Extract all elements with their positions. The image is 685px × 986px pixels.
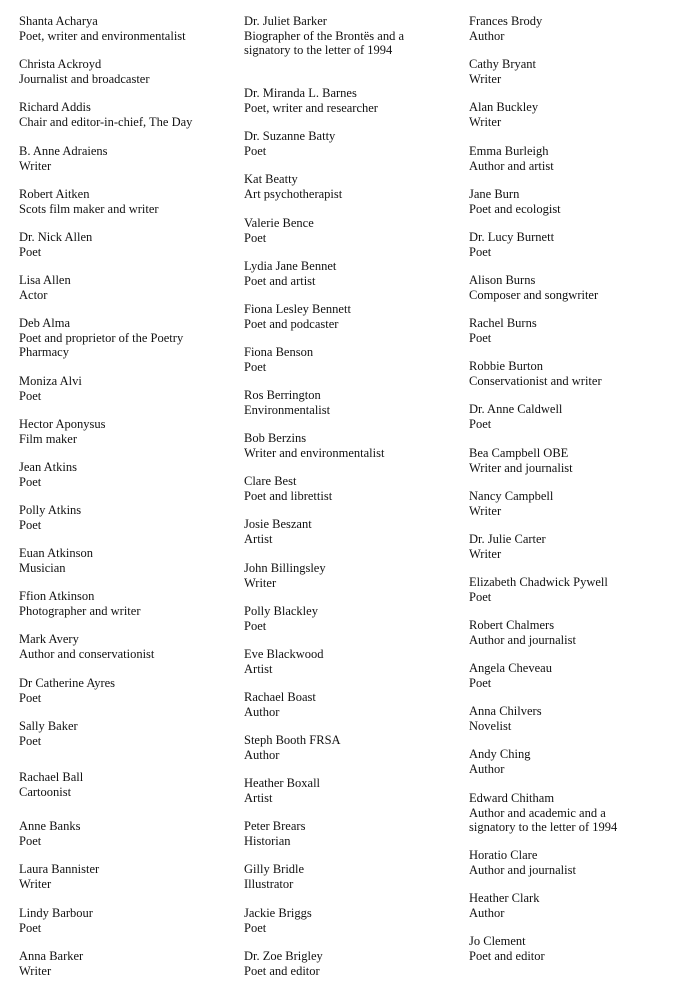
signatory-entry	[469, 402, 679, 431]
signatory-entry	[469, 100, 679, 129]
signatory-entry	[19, 676, 234, 705]
signatory-role: Writer	[19, 876, 52, 891]
signatory-entry	[19, 589, 234, 618]
signatory-entry	[244, 216, 459, 245]
signatory-name: Nancy Campbell	[469, 489, 554, 503]
signatory-entry	[469, 316, 679, 345]
signatory-name: Dr. Suzanne Batty	[244, 129, 336, 143]
signatory-role: Writer	[19, 963, 52, 978]
signatory-role: Poet	[19, 920, 42, 935]
signatory-entry	[244, 259, 459, 288]
signatory-name: Gilly Bridle	[244, 862, 305, 876]
signatory-role: Novelist	[469, 718, 512, 733]
signatory-entry	[19, 906, 234, 935]
signatory-name: Peter Brears	[244, 819, 306, 833]
signatory-entry	[244, 517, 459, 546]
signatory-name: Dr. Miranda L. Barnes	[244, 86, 357, 100]
signatory-role: Author and academic and a signatory to the letter of 1994	[469, 805, 618, 834]
signatory-name: Jackie Briggs	[244, 906, 312, 920]
signatory-role: Poet, writer and researcher	[244, 100, 378, 115]
signatory-name: John Billingsley	[244, 561, 326, 575]
signatory-entry	[244, 733, 459, 762]
signatory-role: Poet	[19, 474, 42, 489]
signatory-entry	[244, 474, 459, 503]
signatory-entry	[469, 446, 679, 475]
signatory-entry	[469, 575, 679, 604]
signatory-name: B. Anne Adraiens	[19, 144, 108, 158]
signatory-name: Dr. Juliet Barker	[244, 14, 327, 28]
signatory-entry	[19, 770, 234, 799]
signatory-entry	[244, 819, 459, 848]
signatory-entry	[469, 273, 679, 302]
signatory-role: Poet	[244, 230, 267, 245]
signatory-entry	[19, 144, 234, 173]
signatory-role: Conservationist and writer	[469, 373, 602, 388]
signatory-entry	[244, 172, 459, 201]
signatory-role: Poet	[244, 920, 267, 935]
signatory-name: Dr. Zoe Brigley	[244, 949, 323, 963]
signatory-entry	[244, 431, 459, 460]
signatory-entry	[244, 690, 459, 719]
signatory-entry	[469, 14, 679, 43]
signatory-role: Poet and proprietor of the Poetry Pharmacy	[19, 330, 184, 359]
signatory-name: Jane Burn	[469, 187, 520, 201]
signatory-name: Sally Baker	[19, 719, 78, 733]
signatory-role: Musician	[19, 560, 66, 575]
signatory-name: Shanta Acharya	[19, 14, 98, 28]
signatory-role: Poet	[19, 833, 42, 848]
signatory-entry	[469, 661, 679, 690]
signatory-role: Poet	[19, 690, 42, 705]
signatory-role: Poet and editor	[244, 963, 320, 978]
signatory-entry	[19, 719, 234, 748]
signatory-name: Robert Aitken	[19, 187, 90, 201]
signatory-entry	[19, 819, 234, 848]
signatory-name: Anna Chilvers	[469, 704, 542, 718]
signatory-name: Dr. Julie Carter	[469, 532, 546, 546]
signatory-entry	[19, 417, 234, 446]
signatory-role: Writer	[469, 71, 502, 86]
signatory-entry	[469, 704, 679, 733]
signatory-name: Rachel Burns	[469, 316, 537, 330]
signatory-role: Environmentalist	[244, 402, 331, 417]
signatory-entry	[19, 100, 234, 129]
signatory-entry	[244, 14, 459, 58]
signatory-role: Illustrator	[244, 876, 294, 891]
signatory-role: Poet, writer and environmentalist	[19, 28, 186, 43]
signatory-role: Author and journalist	[469, 862, 576, 877]
signatory-role: Artist	[244, 661, 273, 676]
signatory-entry	[469, 618, 679, 647]
signatory-role: Cartoonist	[19, 784, 72, 799]
signatory-role: Poet	[19, 517, 42, 532]
signatory-entry	[19, 949, 234, 978]
signatory-role: Poet and artist	[244, 273, 316, 288]
signatory-name: Laura Bannister	[19, 862, 100, 876]
signatory-role: Artist	[244, 790, 273, 805]
signatory-role: Poet	[19, 388, 42, 403]
signatory-name: Christa Ackroyd	[19, 57, 102, 71]
signatory-name: Moniza Alvi	[19, 374, 82, 388]
signatory-entry	[469, 934, 679, 963]
signatory-entry	[244, 388, 459, 417]
signatory-role: Writer	[244, 575, 277, 590]
signatory-role: Writer and environmentalist	[244, 445, 385, 460]
signatory-name: Deb Alma	[19, 316, 71, 330]
signatory-name: Dr Catherine Ayres	[19, 676, 116, 690]
signatory-name: Clare Best	[244, 474, 297, 488]
signatory-role: Artist	[244, 531, 273, 546]
signatory-name: Bea Campbell OBE	[469, 446, 569, 460]
signatory-name: Hector Aponysus	[19, 417, 106, 431]
signatory-name: Polly Blackley	[244, 604, 318, 618]
signatory-entry	[19, 503, 234, 532]
signatory-name: Emma Burleigh	[469, 144, 549, 158]
signatory-entry	[469, 532, 679, 561]
signatory-role: Poet	[244, 359, 267, 374]
signatory-entry	[244, 776, 459, 805]
signatory-entry	[469, 489, 679, 518]
signatory-name: Anne Banks	[19, 819, 81, 833]
signatory-entry	[469, 187, 679, 216]
signatory-entry	[469, 359, 679, 388]
signatory-name: Horatio Clare	[469, 848, 538, 862]
signatory-entry	[19, 187, 234, 216]
signatory-role: Author and journalist	[469, 632, 576, 647]
signatory-name: Steph Booth FRSA	[244, 733, 341, 747]
signatory-role: Poet and editor	[469, 948, 545, 963]
signatory-role: Poet	[244, 618, 267, 633]
signatory-entry	[244, 949, 459, 978]
signatory-role: Poet	[469, 244, 492, 259]
signatory-entry	[19, 546, 234, 575]
signatory-role: Chair and editor-in-chief, The Day	[19, 114, 193, 129]
signatory-entry	[244, 345, 459, 374]
signatory-role: Writer	[469, 114, 502, 129]
signatory-entry	[19, 460, 234, 489]
signatory-entry	[19, 316, 234, 360]
signatory-name: Rachael Ball	[19, 770, 84, 784]
signatory-entry	[19, 862, 234, 891]
signatory-name: Valerie Bence	[244, 216, 314, 230]
signatory-role: Photographer and writer	[19, 603, 141, 618]
signatory-role: Poet and librettist	[244, 488, 333, 503]
signatory-name: Jean Atkins	[19, 460, 77, 474]
signatory-role: Poet	[469, 675, 492, 690]
signatory-name: Eve Blackwood	[244, 647, 324, 661]
signatory-role: Poet	[469, 416, 492, 431]
signatory-role: Writer	[469, 546, 502, 561]
signatory-name: Lindy Barbour	[19, 906, 93, 920]
signatory-entry	[19, 57, 234, 86]
signatory-name: Rachael Boast	[244, 690, 316, 704]
signatory-role: Poet	[19, 733, 42, 748]
signatory-role: Writer	[19, 158, 52, 173]
signatory-role: Composer and songwriter	[469, 287, 599, 302]
signatory-role: Author and conservationist	[19, 646, 155, 661]
signatory-name: Euan Atkinson	[19, 546, 93, 560]
signatory-entry	[469, 891, 679, 920]
signatory-entry	[244, 302, 459, 331]
signatory-entry	[244, 906, 459, 935]
signatory-role: Poet and ecologist	[469, 201, 561, 216]
signatory-name: Lisa Allen	[19, 273, 71, 287]
signatory-name: Polly Atkins	[19, 503, 82, 517]
signatory-name: Heather Boxall	[244, 776, 321, 790]
signatory-role: Poet and podcaster	[244, 316, 339, 331]
signatory-entry	[19, 374, 234, 403]
signatory-role: Poet	[469, 589, 492, 604]
signatory-name: Edward Chitham	[469, 791, 555, 805]
signatory-name: Alison Burns	[469, 273, 536, 287]
signatory-role: Film maker	[19, 431, 77, 446]
signatory-role: Poet	[19, 244, 42, 259]
signatory-name: Bob Berzins	[244, 431, 307, 445]
signatory-role: Writer and journalist	[469, 460, 573, 475]
signatory-entry	[469, 57, 679, 86]
signatory-name: Alan Buckley	[469, 100, 539, 114]
signatory-role: Author	[469, 761, 505, 776]
signatory-role: Scots film maker and writer	[19, 201, 159, 216]
signatory-name: Angela Cheveau	[469, 661, 552, 675]
signatory-entry	[19, 230, 234, 259]
signatory-role: Art psychotherapist	[244, 186, 343, 201]
signatory-entry	[244, 129, 459, 158]
signatory-role: Writer	[469, 503, 502, 518]
signatory-entry	[469, 144, 679, 173]
signatory-name: Fiona Benson	[244, 345, 314, 359]
signatory-role: Historian	[244, 833, 291, 848]
signatory-role: Author and artist	[469, 158, 554, 173]
signatory-name: Elizabeth Chadwick Pywell	[469, 575, 608, 589]
signatory-entry	[469, 230, 679, 259]
signatory-name: Jo Clement	[469, 934, 526, 948]
signatory-entry	[19, 632, 234, 661]
signatory-name: Lydia Jane Bennet	[244, 259, 337, 273]
signatory-name: Dr. Nick Allen	[19, 230, 93, 244]
signatory-name: Andy Ching	[469, 747, 531, 761]
signatory-entry	[469, 747, 679, 776]
signatory-name: Dr. Anne Caldwell	[469, 402, 563, 416]
signatory-role: Biographer of the Brontës and a signatory to the letter of 1994	[244, 28, 405, 57]
signatory-name: Kat Beatty	[244, 172, 298, 186]
signatory-name: Josie Beszant	[244, 517, 312, 531]
signatory-role: Actor	[19, 287, 48, 302]
signatory-role: Poet	[469, 330, 492, 345]
signatory-name: Robert Chalmers	[469, 618, 555, 632]
signatory-role: Author	[244, 747, 280, 762]
signatory-name: Anna Barker	[19, 949, 84, 963]
signatory-entry	[469, 791, 679, 835]
signatory-entry	[244, 862, 459, 891]
signatory-name: Richard Addis	[19, 100, 91, 114]
signatory-name: Fiona Lesley Bennett	[244, 302, 351, 316]
signatory-role: Poet	[244, 143, 267, 158]
signatory-entry	[19, 273, 234, 302]
signatory-entry	[244, 86, 459, 115]
signatory-role: Author	[469, 905, 505, 920]
signatory-name: Robbie Burton	[469, 359, 543, 373]
signatory-entry	[244, 647, 459, 676]
signatory-role: Author	[469, 28, 505, 43]
signatory-entry	[469, 848, 679, 877]
signatory-entry	[19, 14, 234, 43]
signatory-name: Dr. Lucy Burnett	[469, 230, 555, 244]
signatory-entry	[244, 604, 459, 633]
signatory-name: Ffion Atkinson	[19, 589, 95, 603]
signatory-role: Journalist and broadcaster	[19, 71, 150, 86]
signatory-entry	[244, 561, 459, 590]
signatory-role: Author	[244, 704, 280, 719]
signatory-name: Frances Brody	[469, 14, 543, 28]
signatory-name: Heather Clark	[469, 891, 540, 905]
signatory-name: Ros Berrington	[244, 388, 321, 402]
signatory-name: Cathy Bryant	[469, 57, 537, 71]
signatory-name: Mark Avery	[19, 632, 79, 646]
